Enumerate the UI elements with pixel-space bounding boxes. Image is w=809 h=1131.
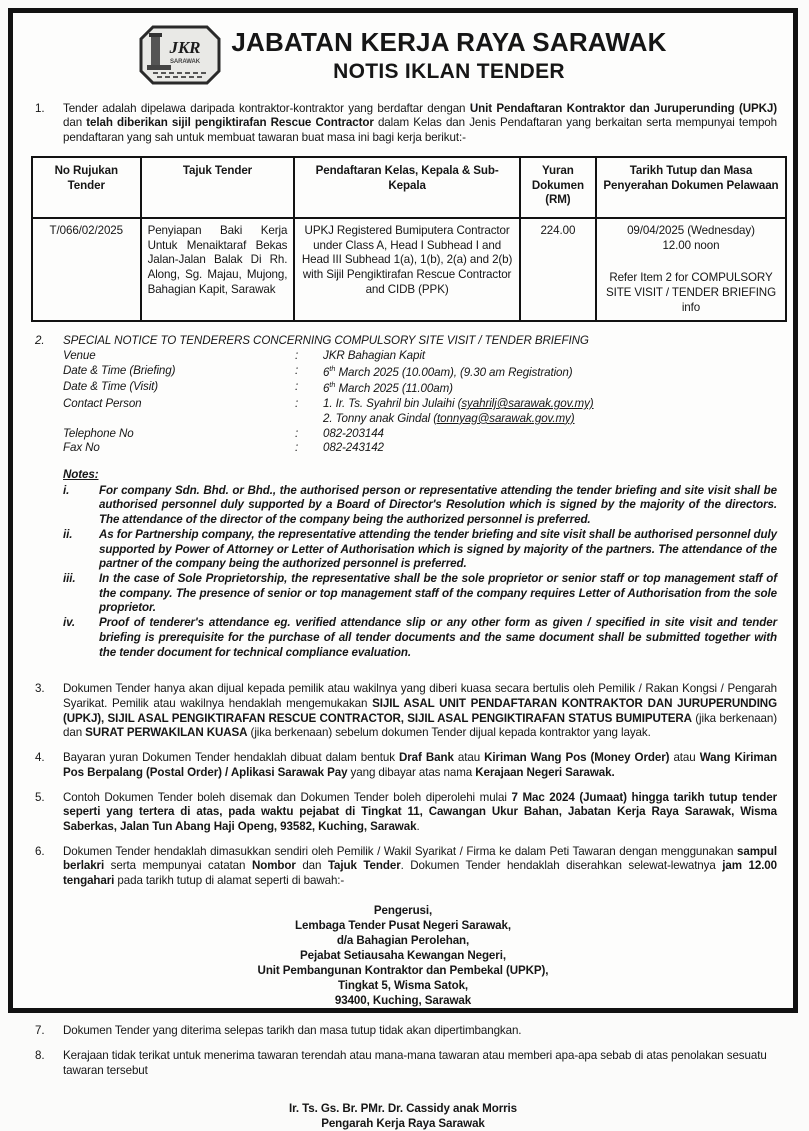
- org-title: JABATAN KERJA RAYA SARAWAK: [231, 26, 667, 57]
- col-header-tarikh: Tarikh Tutup dan Masa Penyerahan Dokumen Pelawaan: [596, 157, 786, 218]
- col-header-tajuk: Tajuk Tender: [141, 157, 295, 218]
- address-line: Pejabat Setiausaha Kewangan Negeri,: [300, 949, 506, 963]
- notes-block: [63, 468, 777, 660]
- address-line: Unit Pembangunan Kontraktor dan Pembekal (UPKP),: [257, 964, 549, 978]
- kv-telephone: Telephone No : 082-203144: [63, 426, 384, 440]
- close-date: 09/04/2025 (Wednesday): [627, 223, 755, 237]
- item-6-number: 6.: [35, 844, 45, 858]
- item-4-text: Bayaran yuran Dokumen Tender hendaklah dibuat dalam bentuk Draf Bank atau Kiriman Wang Pos (Money Order) atau Wang Kiriman Pos Berpalang (Postal Order) / Aplikasi Sarawak Pay yang dibayar atas nama Kerajaan Negeri Sarawak.: [63, 751, 777, 779]
- signature-block: [29, 1101, 777, 1131]
- item-8: [29, 1049, 777, 1078]
- col-header-ref: No Rujukan Tender: [32, 157, 141, 218]
- address-line: Lembaga Tender Pusat Negeri Sarawak,: [295, 918, 511, 932]
- item-2-number: 2.: [35, 334, 45, 348]
- svg-text:SARAWAK: SARAWAK: [170, 59, 201, 65]
- item-1-text: Tender adalah dipelawa daripada kontraktor-kontraktor yang berdaftar dengan Unit Pendaftaran Kontraktor dan Juruperunding (UPKJ) dan telah diberikan sijil pengiktirafan Rescue Contractor dalam Kelas dan Jenis Pendaftaran yang berkaitan serta mempunyai tempoh pendaftaran yang sah untuk membuat tawaran buat masa ini bagi kerja berikut:-: [63, 101, 778, 145]
- svg-text:JKR: JKR: [169, 38, 201, 57]
- item-5-number: 5.: [35, 790, 45, 804]
- note-ii: ii. As for Partnership company, the representative attending the tender briefing and site visit shall be authorised personnel duly supported by Power of Attorney or Letter of Authorisation which is signed by majority of the partners. The attendance of the partner of the company being the authorized personnel is preferred.: [63, 527, 777, 571]
- item-3-number: 3.: [35, 682, 45, 696]
- kv-contact-2: [63, 412, 777, 427]
- item-8-text: Kerajaan tidak terikat untuk menerima tawaran terendah atau mana-mana tawaran atau memberi apa-apa sebab di atas penolakan sesuatu tawaran tersebut: [63, 1049, 767, 1077]
- kv-briefing: Date & Time (Briefing) : 6th March 2025 (10.00am), (9.30 am Registration): [63, 363, 573, 379]
- table-header-row: [32, 157, 786, 218]
- item-4-number: 4.: [35, 751, 45, 765]
- item-3: [29, 682, 777, 741]
- note-iii: iii. In the case of Sole Proprietorship, the representative shall be the sole proprietor or senior staff or top management staff of the company. The presence of senior or top management staff of the company requires Letter of Authorisation from the sole proprietor.: [63, 571, 777, 615]
- table-row: [32, 218, 786, 322]
- tender-notice-page: [8, 8, 798, 1130]
- item-7: [29, 1024, 777, 1039]
- cell-tajuk: Penyiapan Baki Kerja Untuk Menaiktaraf Bekas Jalan-Jalan Balak Di Rh. Along, Sg. Majau, Mujong, Bahagian Kapit, Sarawak: [141, 218, 295, 322]
- item-7-number: 7.: [35, 1024, 45, 1038]
- doc-title: NOTIS IKLAN TENDER: [333, 60, 565, 84]
- header-titles: [231, 26, 667, 86]
- item-1: [29, 102, 777, 146]
- item-6: [29, 845, 777, 889]
- item-3-text: Dokumen Tender hanya akan dijual kepada pemilik atau wakilnya yang diberi kuasa secara bertulis oleh Pemilik / Rakan Kongsi / Pengarah Syarikat. Pemilik atau wakilnya hendaklah mengemukakan SIJIL ASAL UNIT PENDAFTARAN KONTRAKTOR DAN JURUPERUNDING (UPKJ), SIJIL ASAL PENGIKTIRAFAN RESCUE CONTRACTOR, SIJIL ASAL PENGIKTIRAFAN STATUS BUMIPUTERA (jika berkenaan) dan SURAT PERWAKILAN KUASA (jika berkenaan) sebelum dokumen Tender dijual kepada kontraktor yang layak.: [63, 682, 778, 740]
- cell-yuran: 224.00: [520, 218, 596, 322]
- kv-fax: Fax No : 082-243142: [63, 441, 384, 455]
- kv-contact-1: Contact Person : 1. Ir. Ts. Syahril bin Julaihi (syahrilj@sarawak.gov.my): [63, 397, 777, 412]
- cell-ref-no: T/066/02/2025: [32, 218, 141, 322]
- signatory-name: Ir. Ts. Gs. Br. PMr. Dr. Cassidy anak Morris: [288, 1101, 517, 1115]
- item-1-number: 1.: [35, 101, 45, 115]
- item-4: [29, 751, 777, 780]
- cell-tarikh: [596, 218, 786, 322]
- item-5-text: Contoh Dokumen Tender boleh disemak dan Dokumen Tender boleh diperolehi mulai 7 Mac 2024 (Jumaat) hingga tarikh tutup tender seperti yang tertera di atas, pada waktu pejabat di Tingkat 11, Cawangan Ukur Bahan, Jabatan Kerja Raya Sarawak, Wisma Saberkas, Jalan Tun Abang Haji Openg, 93582, Kuching, Sarawak.: [63, 790, 777, 834]
- note-iv: iv. Proof of tenderer's attendance eg. verified attendance slip or any other form as given / specified in site visit and tender briefing is prerequisite for the purchase of all tender documents and the same document shall be submitted together with the tender document for technical compliance evaluation.: [63, 616, 777, 659]
- cell-pendaftaran: UPKJ Registered Bumiputera Contractor under Class A, Head I Subhead I and Head III Subhead 1(a), 1(b), 2(a) and 2(b) with Sijil Pengiktirafan Rescue Contractor and CIDB (PPK): [294, 218, 519, 322]
- item-8-number: 8.: [35, 1049, 45, 1063]
- address-line: Pengerusi,: [373, 903, 433, 917]
- col-header-pendaftaran: Pendaftaran Kelas, Kepala & Sub-Kepala: [294, 157, 519, 218]
- header: [29, 25, 777, 90]
- contact-email-2: 2. Tonny anak Gindal (tonnyag@sarawak.gov.my): [323, 411, 575, 425]
- jkr-logo-icon: [139, 25, 221, 90]
- item-7-text: Dokumen Tender yang diterima selepas tarikh dan masa tutup tidak akan dipertimbangkan.: [63, 1024, 522, 1038]
- note-i: i. For company Sdn. Bhd. or Bhd., the authorised person or representative attending the tender briefing and site visit shall be authorised personnel duly supported by a Board of Director's Resolution which is signed by the majority of the directors. The attendance of the director of the company being the authorized personnel is preferred.: [63, 483, 777, 527]
- address-line: Tingkat 5, Wisma Satok,: [337, 979, 469, 993]
- tender-table: [31, 156, 787, 323]
- address-line: 93400, Kuching, Sarawak: [334, 994, 472, 1008]
- item-2-title: SPECIAL NOTICE TO TENDERERS CONCERNING COMPULSORY SITE VISIT / TENDER BRIEFING: [63, 334, 589, 348]
- col-header-yuran: Yuran Dokumen (RM): [520, 157, 596, 218]
- kv-visit: Date & Time (Visit) : 6th March 2025 (11.00am): [63, 380, 453, 396]
- notes-heading: Notes:: [63, 467, 99, 481]
- signatory-title: Pengarah Kerja Raya Sarawak: [321, 1116, 485, 1130]
- submission-address: [29, 903, 777, 1008]
- item-6-text: Dokumen Tender hendaklah dimasukkan sendiri oleh Pemilik / Wakil Syarikat / Firma ke dalam Peti Tawaran dengan menggunakan sampul berlakri serta mempunyai catatan Nombor dan Tajuk Tender. Dokumen Tender hendaklah diserahkan selewat-lewatnya jam 12.00 tengahari pada tarikh tutup di alamat seperti di bawah:-: [63, 844, 778, 888]
- item-2-body: [63, 334, 777, 672]
- item-5: [29, 791, 777, 835]
- close-note: Refer Item 2 for COMPULSORY SITE VISIT / TENDER BRIEFING info: [605, 271, 777, 314]
- kv-venue: Venue : JKR Bahagian Kapit: [63, 349, 425, 363]
- contact-email-1: 1. Ir. Ts. Syahril bin Julaihi (syahrilj@sarawak.gov.my): [323, 397, 594, 411]
- close-time: 12.00 noon: [662, 238, 720, 252]
- address-line: d/a Bahagian Perolehan,: [336, 934, 470, 948]
- item-2: [29, 334, 777, 672]
